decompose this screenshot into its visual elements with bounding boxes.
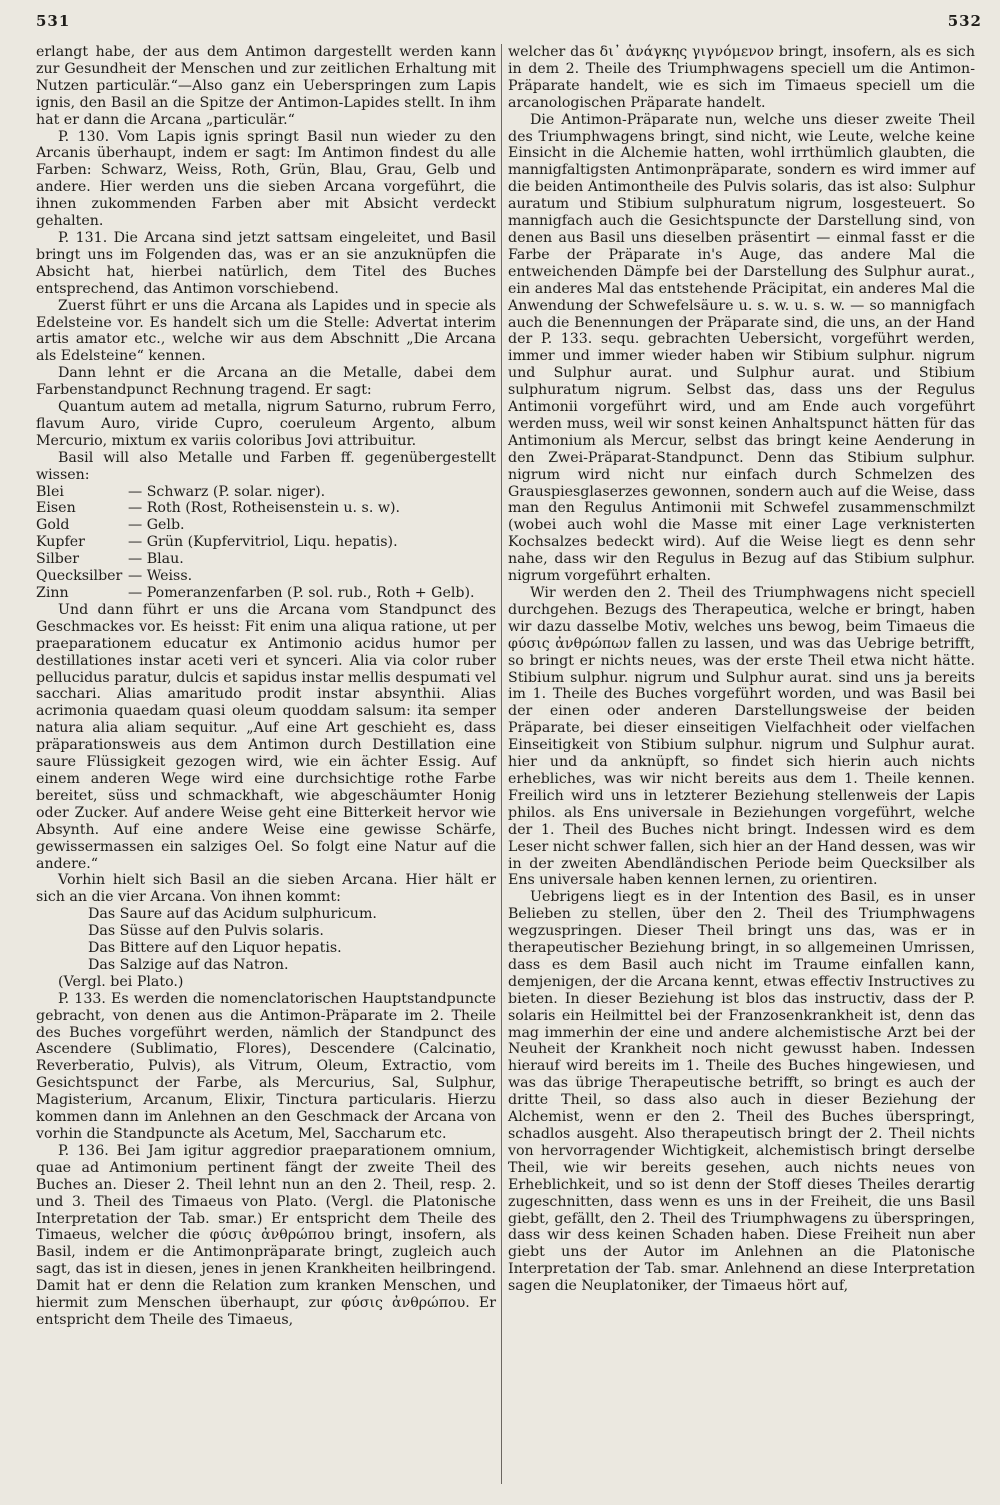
list-item: Das Salzige auf das Natron. (88, 956, 289, 973)
paragraph: Die Antimon-Präparate nun, welche uns dieser zweite Theil des Triumphwagens bringt, sind nicht, wie Leute, welche keine Einsicht in die Alchemie hatten, wohl irrthümlich glaubten, die mannigfaltigsten Antimonpräparate, sondern es wird immer auf die beiden Antimontheile des Pulvis solaris, das ist also: Sulphur auratum und Stibium sulphuratum nigrum, losgesteuert. So mannigfach auch die Gesichtspuncte der Darstellung sind, von denen aus Basil uns dieselben präsentirt — einmal fasst er die Farbe der Präparate in's Auge, das andere Mal die entweichenden Dämpfe bei der Darstellung des Sulphur aurat., ein anderes Mal das entstehende Präcipitat, ein anderes Mal die Anwendung der Schwefelsäure u. s. w. u. s. w. — so mannigfach auch die Benennungen der Präparate sind, die uns, an der Hand der P. 133. sequ. gebrachten Uebersicht, vorgeführt werden, immer und immer wieder haben wir Stibium sulphur. nigrum und Sulphur aurat. und Sulphur aurat. und Stibium sulphuratum nigrum. Selbst das, dass uns der Regulus Antimonii vorgeführt wird, und am Ende auch vorgeführt werden muss, weil wir sonst keinen Anhaltspunct hätten für das Antimonium als Mercur, selbst das bringt keine Aenderung in den Zwei-Präparat-Standpunct. Denn das Stibium sulphur. nigrum wird nicht nur einfach durch Schmelzen des Grauspiesglaserzes gewonnen, sondern auch auf die Weise, dass man den Regulus Antimonii mit Schwefel zusammenschmilzt (wobei auch wohl die Masse mit einer Lage verknisterten Kochsalzes bedeckt wird). Auf die Weise liegt es denn sehr nahe, dass wir den Regulus in Bezug auf das Stibium sulphur. nigrum vorgeführt erhalten. (508, 111, 975, 585)
metal-color: — Pomeranzenfarben (P. sol. rub., Roth + Gelb). (128, 585, 475, 601)
paragraph: Wir werden den 2. Theil des Triumphwagens nicht speciell durchgehen. Bezugs des Therapeutica, welche er bringt, haben wir dazu dasselbe Motiv, welches uns bewog, beim Timaeus die φύσις ἀνθρώπων fallen zu lassen, und was das Uebrige betrifft, so bringt er nichts neues, was der erste Theil etwa nicht hätte. Stibium sulphur. nigrum und Sulphur aurat. sind uns ja bereits im 1. Theile des Buches vorgeführt worden, und was Basil bei der einen oder anderen Darstellungsweise der beiden Präparate, bei dieser einseitigen Vielfachheit oder vielfachen Einseitigkeit von Stibium sulphur. nigrum und Sulphur aurat. hier und da anknüpft, so findet sich hierin auch nichts erhebliches, was wir nicht bereits aus dem 1. Theile kennen. Freilich wird uns in letzterer Beziehung stellenweis der Lapis philos. als Ens universale in Beziehungen vorgeführt, welche der 1. Theil des Buches nicht bringt. Indessen wird es dem Leser nicht schwer fallen, sich hier an der Hand dessen, was wir in der zweiten Abendländischen Periode beim Quecksilber als Ens universale haben kennen lernen, zu orientiren. (508, 585, 975, 889)
metal-color: — Schwarz (P. solar. niger). (128, 483, 326, 500)
page-number-left: 531 (36, 12, 71, 30)
metal-name: Kupfer (36, 534, 85, 551)
paragraph: Basil will also Metalle und Farben ff. gegenübergestellt wissen: (36, 449, 496, 483)
metal-color-list (36, 484, 496, 602)
list-item (36, 551, 496, 568)
latin-quote: Quantum autem ad metalla, nigrum Saturno, rubrum Ferro, flavum Auro, viride Cupro, coeruleum Argento, album Mercurio, mixtum ex variis coloribus Jovi attribuitur. (36, 399, 496, 449)
paragraph: P. 130. Vom Lapis ignis springt Basil nun wieder zu den Arcanis überhaupt, indem er sagt: Im Antimon findest du alle Farben: Schwarz, Weiss, Roth, Grün, Blau, Grau, Gelb und andere. Hier werden uns die sieben Arcana vorgeführt, die ihnen zukommenden Farben aber mit Absicht verdeckt gehalten. (36, 128, 496, 230)
metal-color: — Blau. (128, 551, 184, 568)
list-item (36, 517, 496, 534)
paragraph: Zuerst führt er uns die Arcana als Lapides und in specie als Edelsteine vor. Es handelt sich um die Stelle: Advertat interim artis amator etc., welche wir aus dem Abschnitt „Die Arcana als Edelsteine“ kennen. (36, 297, 496, 365)
right-column (508, 44, 975, 1295)
paragraph: Und dann führt er uns die Arcana vom Standpunct des Geschmackes vor. Es heisst: Fit enim una aliqua ratione, ut per praeparationem educatur ex Antimonio acidus humor per destillationes instar aceti veri et synceri. Alia via color ruber pellucidus paratur, dulcis et sapidus instar mellis despumati vel sacchari. Alias amaritudo prodit instar absynthii. Alias acrimonia quaedam quasi oleum quoddam salsum: ita semper natura alia aliam sequitur. „Auf eine Art geschieht es, dass präparationsweis aus dem Antimon durch Destillation eine saure Flüssigkeit gezogen wird, wie ein ächter Essig. Auf einem anderen Wege wird eine durchsichtige rothe Farbe bereitet, süss und schmackhaft, wie abgeschäumter Honig oder Zucker. Auf andere Weise geht eine Bitterkeit hervor wie Absynth. Auf eine andere Weise eine gewisse Schärfe, gewissermassen ein salziges Oel. So folgt eine Natur auf die andere.“ (36, 601, 496, 872)
list-item: Das Bittere auf den Liquor hepatis. (88, 940, 342, 957)
paragraph: P. 133. Es werden die nomenclatorischen Hauptstandpuncte gebracht, von denen aus die Antimon-Präparate im 2. Theile des Buches vorgeführt werden, nämlich der Standpunct des Ascendere (Sublimatio, Flores), Descendere (Calcinatio, Reverberatio, Pulvis), als Vitrum, Oleum, Extractio, vom Gesichtspunct der Farbe, als Mercurius, Sal, Sulphur, Magisterium, Arcanum, Elixir, Tinctura particularis. Hierzu kommen dann im Anlehnen an den Geschmack der Arcana von vorhin die Standpuncte als Acetum, Mel, Saccharum etc. (36, 990, 496, 1142)
list-item (36, 500, 496, 517)
metal-color: — Gelb. (128, 517, 185, 534)
list-item: Das Saure auf das Acidum sulphuricum. (88, 906, 377, 923)
column-divider (501, 44, 502, 1484)
paragraph: Dann lehnt er die Arcana an die Metalle, dabei dem Farbenstandpunct Rechnung tragend. Er sagt: (36, 365, 496, 399)
paragraph: welcher das δι᾽ ἀνάγκης γιγνόμενον bringt, insofern, als es sich in dem 2. Theile des Triumphwagens speciell um die Antimon-Präparate handelt, wie es sich im Timaeus speciell um die arcanologischen Präparate handelt. (508, 44, 975, 111)
metal-name: Quecksilber (36, 568, 123, 585)
list-item: Das Süsse auf den Pulvis solaris. (88, 923, 324, 940)
page-number-right: 532 (947, 12, 982, 30)
paragraph: erlangt habe, der aus dem Antimon dargestellt werden kann zur Gesundheit der Menschen und zur zeitlichen Erhaltung mit Nutzen particulär.“—Also ganz ein Ueberspringen zum Lapis ignis, den Basil an die Spitze der Antimon-Lapides stellt. In ihm hat er dann die Arcana „particulär.“ (36, 44, 496, 128)
paragraph: P. 136. Bei Jam igitur aggredior praeparationem omnium, quae ad Antimonium pertinent fängt der zweite Theil des Buches an. Dieser 2. Theil lehnt nun an den 2. Theil, resp. 2. und 3. Theil des Timaeus von Plato. (Vergl. die Platonische Interpretation der Tab. smar.) Er entspricht dem Theile des Timaeus, welcher die φύσις ἀνθρώπου bringt, insofern, als Basil, indem er die Antimonpräparate bringt, zugleich auch sagt, das ist in diesen, jenes in jenen Krankheiten heilbringend. Damit hat er denn die Relation zum kranken Menschen, und hiermit zum Menschen überhaupt, zur φύσις ἀνθρώπου. Er entspricht dem Theile des Timaeus, (36, 1142, 496, 1328)
list-item (36, 585, 496, 602)
metal-name: Zinn (36, 585, 69, 601)
reference-note: (Vergl. bei Plato.) (58, 973, 184, 990)
metal-name: Eisen (36, 500, 76, 517)
paragraph: P. 131. Die Arcana sind jetzt sattsam eingeleitet, und Basil bringt uns im Folgenden das, was er an sie anzuknüpfen die Absicht hat, hierbei natürlich, dem Titel des Buches entsprechend, das Antimon vorschiebend. (36, 229, 496, 297)
metal-color: — Roth (Rost, Rotheisenstein u. s. w). (128, 500, 401, 517)
metal-name: Silber (36, 551, 80, 568)
metal-color: — Weiss. (128, 568, 193, 585)
list-item (36, 484, 496, 501)
left-column (36, 44, 496, 1329)
list-item (36, 568, 496, 585)
metal-name: Gold (36, 517, 70, 534)
list-item (36, 534, 496, 551)
metal-name: Blei (36, 483, 64, 500)
metal-color: — Grün (Kupfervitriol, Liqu. hepatis). (128, 534, 398, 551)
paragraph: Vorhin hielt sich Basil an die sieben Arcana. Hier hält er sich an die vier Arcana. Von ihnen kommt: (36, 872, 496, 906)
paragraph: Uebrigens liegt es in der Intention des Basil, es in unser Belieben zu stellen, über den 2. Theil des Triumphwagens wegzuspringen. Dieser Theil bringt uns das, was er in therapeutischer Beziehung bringt, in so allgemeinen Umrissen, dass es dem Basil auch nicht im Traume einfallen kann, demjenigen, der die Arcana kennt, etwas effectiv Instructives zu bieten. In dieser Beziehung ist blos das instructiv, dass der P. solaris ein Heilmittel bei der Franzosenkrankheit ist, denn das mag immerhin der eine und andere alchemistische Arzt bei der Neuheit der Krankheit noch nicht gewusst haben. Indessen hierauf wird bereits im 1. Theile des Buches hingewiesen, und was das übrige Therapeutische betrifft, so bringt es auch der dritte Theil, so dass also auch in dieser Beziehung der Alchemist, wenn er den 2. Theil des Buches überspringt, schadlos ausgeht. Also therapeutisch bringt der 2. Theil nichts von hervorragender Wichtigkeit, alchemistisch bringt derselbe Theil, wie wir bereits gesehen, auch nichts neues von Erheblichkeit, und so ist denn der Stoff dieses Theiles derartig zugeschnitten, dass wenn es uns in der Freiheit, die uns Basil giebt, gefällt, den 2. Theil des Triumphwagens zu überspringen, dass wir dess keinen Schaden haben. Diese Freiheit nun aber giebt uns der Autor im Anlehnen an die Platonische Interpretation der Tab. smar. Anlehnend an diese Interpretation sagen die Neuplatoniker, der Timaeus hört auf, (508, 889, 975, 1295)
